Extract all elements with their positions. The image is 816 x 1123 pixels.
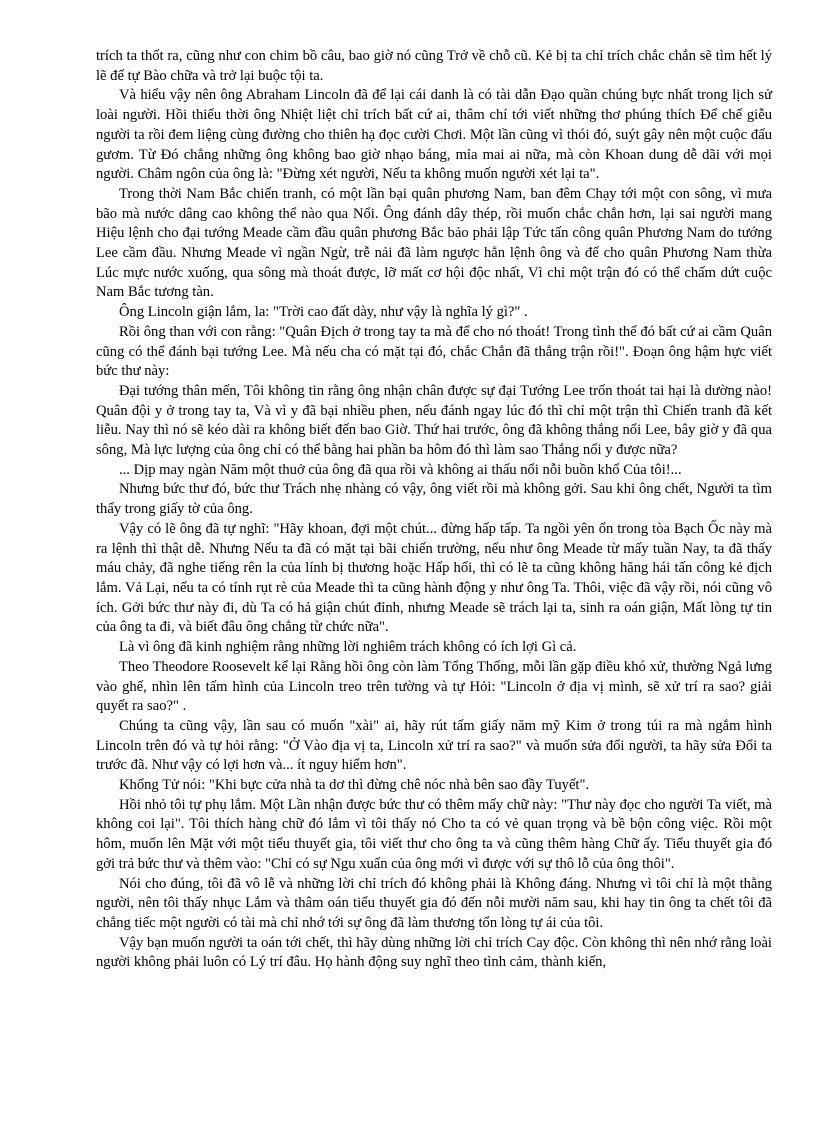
document-page	[96, 47, 772, 973]
paragraph-7: ... Dịp may ngàn Năm một thuở của ông đã qua rồi và không ai thấu nổi nỗi buồn khổ Của tôi!...	[119, 461, 682, 478]
paragraph-16: Vậy bạn muốn người ta oán tới chết, thì hãy dùng những lời chỉ trích Cay độc. Còn không thì nên nhớ rằng loài người không phải luôn có Lý trí đâu. Họ hành động suy nghĩ theo tình cảm, thành kiến,	[96, 934, 772, 971]
paragraph-15: Nói cho đúng, tôi đã vô lễ và những lời chỉ trích đó không phải là Không đáng. Nhưng vì tôi chỉ là một thằng người, nên tôi thấy nhục Lắm và thâm oán tiểu thuyết gia đó đến nỗi mười năm sau, khi hay tin ông ta chết tôi đã chẳng tiếc một người có tài mà chỉ nhớ tới sự ông đã làm thương tổn lòng tự ái của tôi.	[96, 875, 772, 931]
paragraph-10: Là vì ông đã kinh nghiệm rằng những lời nghiêm trách không có ích lợi Gì cả.	[119, 639, 577, 656]
paragraph-14: Hồi nhỏ tôi tự phụ lắm. Một Lần nhận được bức thư có thêm mấy chữ này: "Thư này đọc cho người Ta viết, mà không coi lại". Tôi thích hàng chữ đó lắm vì tôi thấy nó Cho ta có vẻ quan trọng và bề bộn công việc. Rồi một hôm, muốn lên Mặt với một tiểu thuyết gia, tôi viết thư cho ông ta và cũng thêm hàng Chữ ấy. Tiểu thuyết gia đó gởi trả bức thư và thêm vào: "Chỉ có sự Ngu xuẩn của ông mới vì được với sự thô lỗ của ông thôi".	[96, 796, 772, 872]
paragraph-13: Khổng Tử nói: "Khi bực cửa nhà ta dơ thì đừng chê nóc nhà bên sao đầy Tuyết".	[119, 777, 590, 794]
paragraph-3: Trong thời Nam Bắc chiến tranh, có một lần bại quân phương Nam, ban đêm Chạy tới một con sông, vì mưa bão mà nước dâng cao không thể nào qua Nổi. Ông đánh dây thép, rồi muốn chắc chắn hơn, lại sai người mang Hiệu lệnh cho đại tướng Meade cầm đầu quân phương Bắc bảo phải lập Tức tấn công quân Phương Nam do tướng Lee cầm đầu. Nhưng Meade vì ngần Ngừ, trễ nải đã làm ngược hẳn lệnh ông và để cho quân Phương Nam thừa Lúc mực nước xuống, qua sông mà thoát được, lỡ mất cơ hội độc nhất, Vì chỉ một trận đó có thể chấm dứt cuộc Nam Bắc tương tàn.	[96, 185, 772, 301]
paragraph-6: Đại tướng thân mến, Tôi không tin rằng ông nhận chân được sự đại Tướng Lee trốn thoát tai hại là dường nào! Quân đội y ở trong tay ta, Và vì y đã bại nhiều phen, nếu đánh ngay lúc đó thì chỉ một trận thì Chiến tranh đã kết liễu. Nay thì nó sẽ kéo dài ra không biết đến bao Giờ. Thứ hai trước, ông đã không thắng nổi Lee, bây giờ y đã qua sông, Mà lực lượng của ông chỉ có thể bằng hai phần ba hôm đó thì làm sao Thắng nổi y được nữa?	[96, 382, 772, 459]
paragraph-2: Và hiểu vậy nên ông Abraham Lincoln đã để lại cái danh là có tài dẫn Đạo quần chúng bực nhất trong lịch sử loài người. Hồi thiếu thời ông Nhiệt liệt chỉ trích bất cứ ai, thâm chí tới viết những thơ phúng thích Để chế giễu người ta rồi đem liệng cùng đường cho thiên hạ đọc cười Chơi. Một lần cũng vì thói đó, suýt gây nên một cuộc đấu gươm. Từ Đó chẳng những ông không bao giờ nhạo báng, mỉa mai ai nữa, mà còn Khoan dung dễ dãi với mọi người. Châm ngôn của ông là: "Đừng xét người, Nếu ta không muốn người xét lại ta".	[96, 87, 772, 183]
paragraph-4: Ông Lincoln giận lắm, la: "Trời cao đất dày, như vậy là nghĩa lý gì?" .	[119, 304, 528, 321]
paragraph-1: trích ta thốt ra, cũng như con chim bồ câu, bao giờ nó cũng Trở về chỗ cũ. Kẻ bị ta chỉ trích chắc chắn sẽ tìm hết lý lẽ để tự Bào chữa và trở lại buộc tội ta.	[96, 48, 772, 84]
paragraph-9: Vậy có lẽ ông đã tự nghĩ: "Hãy khoan, đợi một chút... đừng hấp tấp. Ta ngồi yên ổn trong tòa Bạch Ốc này mà ra lệnh thì thật dễ. Nhưng Nếu ta đã có mặt tại bãi chiến trường, nếu như ông Meade từ mấy tuần Nay, ta đã thấy máu chảy, đã nghe tiếng rên la của lính bị thương hoặc Hấp hối, thì có lẽ ta cũng không hăng hái tấn công kẻ địch lắm. Vả Lại, nếu ta có tính rụt rè của Meade thì ta cũng hành động y như ông Ta. Thôi, việc đã vậy rồi, nói cũng vô ích. Gởi bức thư này đi, dù Ta có hả giận chút đỉnh, nhưng Meade sẽ trách lại ta, sinh ra oán giận, Mất lòng tự tin của ông ta đi, và biết đâu ông chẳng từ chức nữa".	[96, 520, 772, 636]
paragraph-8: Nhưng bức thư đó, bức thư Trách nhẹ nhàng có vậy, ông viết rồi mà không gởi. Sau khi ông chết, Người ta tìm thấy trong giấy tờ của ông.	[96, 481, 772, 518]
paragraph-11: Theo Theodore Roosevelt kể lại Rằng hồi ông còn làm Tổng Thống, mỗi lần gặp điều khó xử, thường Ngả lưng vào ghế, nhìn lên tấm hình của Lincoln treo trên tường và tự Hỏi: "Lincoln ở địa vị mình, sẽ xử trí ra sao? giải quyết ra sao?" .	[96, 658, 772, 715]
paragraph-12: Chúng ta cũng vậy, lần sau có muốn "xài" ai, hãy rút tấm giấy năm mỹ Kim ở trong túi ra mà ngắm hình Lincoln trên đó và tự hỏi rằng: "Ở Vào địa vị ta, Lincoln xử trí ra sao?" và muốn sửa đổi người, ta hãy sửa Đổi ta trước đã. Như vậy có lợi hơn và... ít nguy hiểm hơn".	[96, 717, 772, 774]
paragraph-5: Rồi ông than với con rằng: "Quân Địch ở trong tay ta mà để cho nó thoát! Trong tình thế đó bất cứ ai cầm Quân cũng có thể đánh bại tướng Lee. Mà nếu cha có mặt tại đó, chắc Chắn đã thắng trận rồi!". Đoạn ông hậm hực viết bức thư này:	[96, 323, 772, 380]
